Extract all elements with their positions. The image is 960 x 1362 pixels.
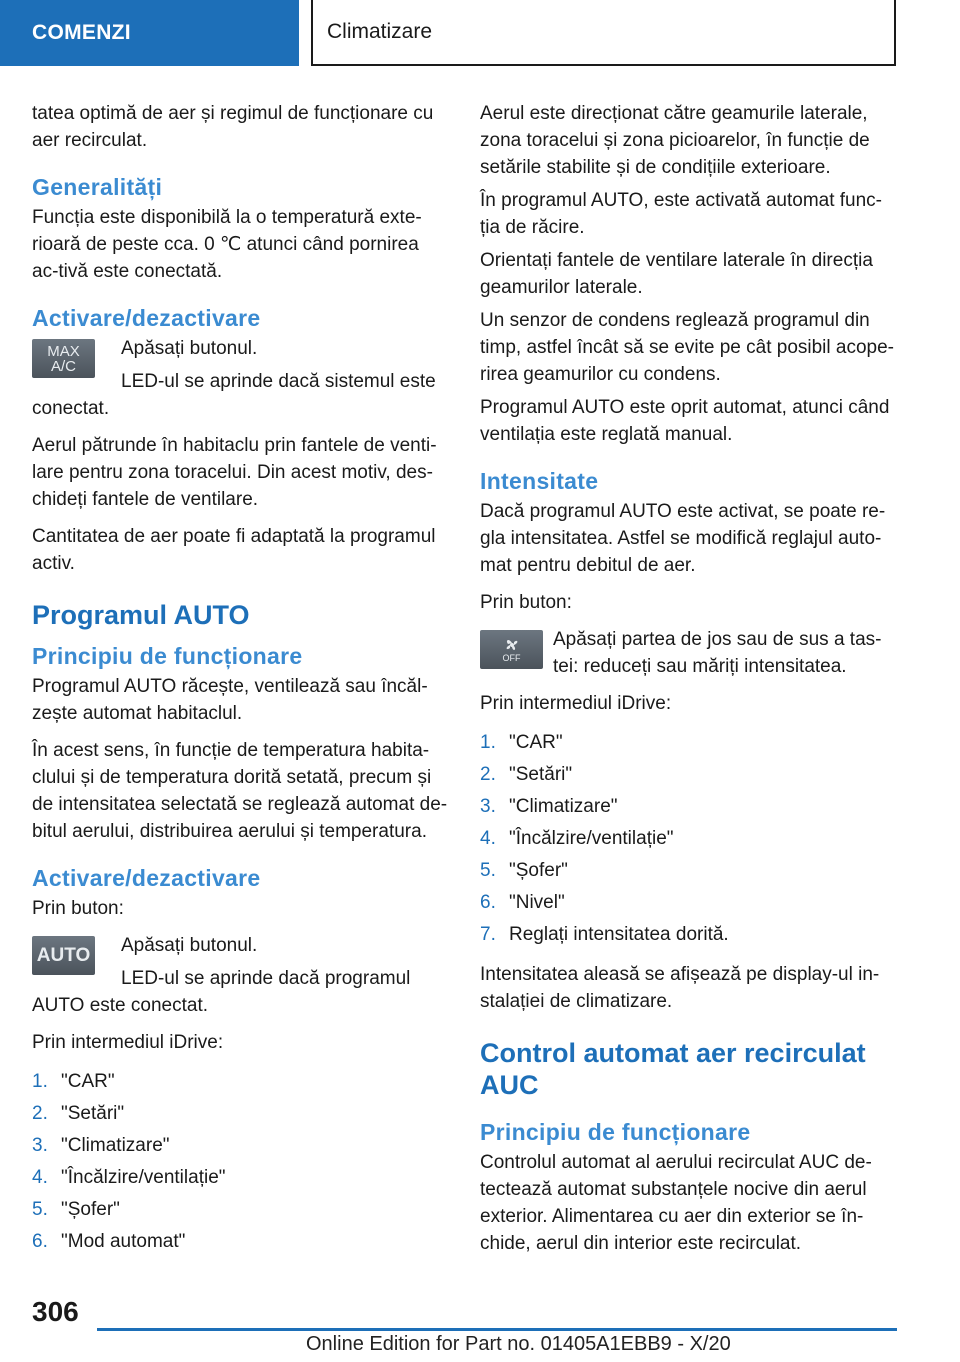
list-item — [480, 855, 900, 887]
heading-activation-2: Activare/dezactivare — [32, 865, 261, 891]
auto-button-icon — [32, 936, 95, 975]
fan-instruction — [480, 626, 900, 680]
max-ac-icon-top: MAX — [47, 342, 80, 360]
auto-instruction — [32, 932, 450, 1019]
auto-led-text: LED-ul se aprinde dacă programul — [121, 968, 411, 989]
display-paragraph: Intensitatea aleasă se afișează pe display-ul in-stalației de climatizare. — [480, 964, 880, 1012]
left-column — [32, 100, 450, 1268]
list-item — [480, 727, 900, 759]
step-number: 3. — [480, 796, 496, 817]
auto-led-text-cont: AUTO este conectat. — [32, 995, 209, 1016]
step-text: Reglați intensitatea dorită. — [509, 924, 729, 945]
list-item — [32, 1066, 450, 1098]
fan-icon — [503, 637, 521, 653]
page-title: Climatizare — [311, 0, 896, 66]
maxac-instruction — [32, 335, 450, 422]
auto-press-text: Apăsați butonul. — [121, 935, 258, 956]
right-column — [480, 100, 900, 1267]
step-text: "Încălzire/ventilație" — [61, 1167, 226, 1188]
maxac-led-text-cont: conectat. — [32, 398, 110, 419]
list-item — [32, 1226, 450, 1258]
step-number: 4. — [480, 828, 496, 849]
principle-paragraph-2: În acest sens, în funcție de temperatura habita-clului și de temperatura dorită setată, precum și de intensitatea selectată se reglează automat de-bitul aerului, distribuirea aerului și temperatura. — [32, 740, 448, 842]
list-item — [480, 759, 900, 791]
list-item — [480, 919, 900, 951]
step-text: "Climatizare" — [61, 1135, 170, 1156]
step-number: 5. — [32, 1199, 48, 1220]
right-steps-list — [480, 727, 900, 951]
heading-principle: Principiu de funcționare — [32, 643, 303, 669]
general-paragraph: Funcția este disponibilă la o temperatură exte-rioară de peste cca. 0 ℃ atunci când pornirea ac-tivă este conectată. — [32, 207, 422, 282]
edition-text: Online Edition for Part no. 01405A1EBB9 - X/20 — [306, 1333, 731, 1355]
list-item — [32, 1162, 450, 1194]
list-item — [32, 1194, 450, 1226]
principle-paragraph-1: Programul AUTO răcește, ventilează sau încăl-zește automat habitaclul. — [32, 676, 428, 724]
intensity-paragraph: Dacă programul AUTO este activat, se poate re-gla intensitatea. Astfel se modifică reglajul auto-mat pentru debitul de aer. — [480, 501, 886, 576]
step-text: "Climatizare" — [509, 796, 618, 817]
intro-paragraph: tatea optimă de aer și regimul de funcționare cu aer recirculat. — [32, 103, 434, 151]
list-item — [480, 887, 900, 919]
right-intro-5: Programul AUTO este oprit automat, atunci când ventilația este reglată manual. — [480, 397, 890, 445]
step-number: 2. — [480, 764, 496, 785]
auc-paragraph: Controlul automat al aerului recirculat AUC de-tectează automat substanțele nocive din aerul exterior. Alimentarea cu aer din exterior se în-chide, aerul din interior este recirculat. — [480, 1152, 872, 1254]
list-item — [480, 823, 900, 855]
step-text: "CAR" — [61, 1071, 115, 1092]
page-number: 306 — [32, 1296, 79, 1327]
by-button-text: Prin buton: — [32, 898, 124, 919]
step-text: "Nivel" — [509, 892, 565, 913]
step-number: 4. — [32, 1167, 48, 1188]
maxac-led-text: LED-ul se aprinde dacă sistemul este — [121, 371, 436, 392]
right-intro-4: Un senzor de condens reglează programul din timp, astfel încât să se evite pe cât posibil acope-rirea geamurilor cu condens. — [480, 310, 894, 385]
right-idrive-text: Prin intermediul iDrive: — [480, 693, 672, 714]
heading-intensity: Intensitate — [480, 468, 599, 494]
step-number: 1. — [480, 732, 496, 753]
step-number: 3. — [32, 1135, 48, 1156]
heading-general: Generalități — [32, 174, 163, 200]
fan-instruction-text: Apăsați partea de jos sau de sus a tas-tei: reduceți sau măriți intensitatea. — [553, 629, 882, 677]
maxac-press-text: Apăsați butonul. — [121, 338, 258, 359]
list-item — [32, 1130, 450, 1162]
right-by-button-text: Prin buton: — [480, 592, 572, 613]
airflow-paragraph: Aerul pătrunde în habitaclu prin fantele de venti-lare pentru zona toracelui. Din acest motiv, des-chideți fantele de ventilare. — [32, 435, 437, 510]
step-number: 5. — [480, 860, 496, 881]
step-number: 6. — [32, 1231, 48, 1252]
max-ac-icon-bottom: A/C — [50, 357, 76, 375]
heading-auto-program: Programul AUTO — [32, 600, 250, 630]
step-text: "Setări" — [509, 764, 573, 785]
list-item — [480, 791, 900, 823]
step-text: "CAR" — [509, 732, 563, 753]
right-intro-1: Aerul este direcționat către geamurile laterale, zona toracelui și zona picioarelor, în funcție de setările stabilite și de condițiile exterioare. — [480, 103, 870, 178]
right-intro-2: În programul AUTO, este activată automat func-ția de răcire. — [480, 190, 883, 238]
heading-auc-principle: Principiu de funcționare — [480, 1119, 751, 1145]
step-number: 7. — [480, 924, 496, 945]
heading-auc: Control automat aer recirculat AUC — [480, 1038, 866, 1100]
right-intro-3: Orientați fantele de ventilare laterale în direcția geamurilor laterale. — [480, 250, 873, 298]
left-steps-list — [32, 1066, 450, 1258]
idrive-text: Prin intermediul iDrive: — [32, 1032, 224, 1053]
auto-icon-label: AUTO — [36, 944, 91, 966]
step-text: "Șofer" — [509, 860, 568, 881]
fan-off-label: OFF — [502, 652, 521, 663]
footer-divider — [97, 1328, 897, 1331]
step-number: 1. — [32, 1071, 48, 1092]
section-tab: COMENZI — [0, 0, 299, 66]
step-text: "Mod automat" — [61, 1231, 186, 1252]
max-ac-button-icon — [32, 339, 95, 378]
list-item — [32, 1098, 450, 1130]
step-number: 6. — [480, 892, 496, 913]
heading-activation-1: Activare/dezactivare — [32, 305, 261, 331]
step-number: 2. — [32, 1103, 48, 1124]
step-text: "Șofer" — [61, 1199, 120, 1220]
step-text: "Încălzire/ventilație" — [509, 828, 674, 849]
fan-button-icon — [480, 630, 543, 669]
step-text: "Setări" — [61, 1103, 125, 1124]
air-amount-paragraph: Cantitatea de aer poate fi adaptată la programul activ. — [32, 526, 436, 574]
